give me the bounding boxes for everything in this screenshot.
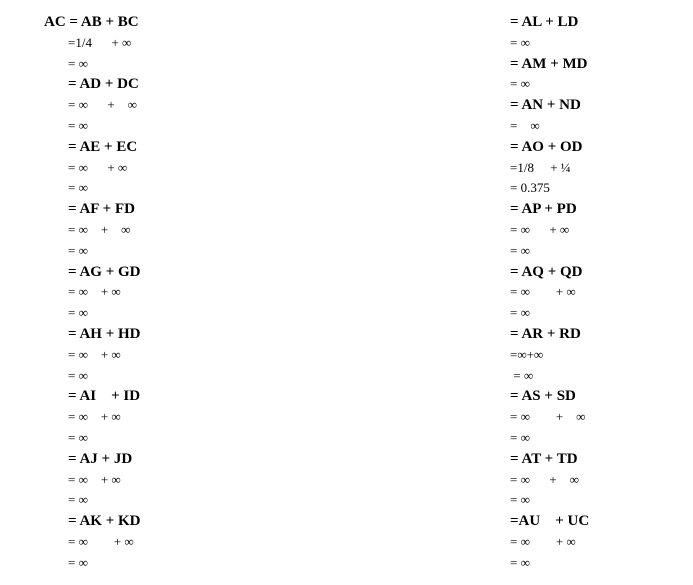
equation-result: = ∞ + ∞ [68, 284, 121, 300]
equation-expression: = AS + SD [510, 388, 576, 405]
equation-result: =1/8 + ¼ [510, 159, 571, 175]
equation-result: = ∞ + ∞ [510, 471, 579, 487]
equation-result: = ∞ [510, 76, 530, 92]
equation-result: = ∞ [510, 242, 530, 258]
left-column [44, 12, 141, 574]
equation-expression: = AK + KD [68, 513, 141, 530]
equation-expression: = AQ + QD [510, 263, 583, 280]
equation-result: = ∞ + ∞ [510, 533, 576, 549]
equation-result: = ∞ + ∞ [68, 471, 121, 487]
right-column [510, 12, 589, 574]
equation-result: = ∞ [510, 305, 530, 321]
equation-result: =∞+∞ [510, 346, 544, 362]
equation-result: = ∞ [68, 180, 88, 196]
equation-result: = ∞ [68, 55, 88, 71]
equation-result: =1/4 + ∞ [68, 34, 132, 50]
equation-expression: = AO + OD [510, 138, 583, 155]
equation-result: = ∞ [510, 492, 530, 508]
equation-result: = ∞ [68, 305, 88, 321]
equation-result: = ∞ + ∞ [68, 533, 134, 549]
equation-result: = ∞ + ∞ [510, 409, 586, 425]
equation-expression: = AF + FD [68, 201, 135, 218]
equation-expression: =AU + UC [510, 513, 590, 530]
equation-result: = ∞ + ∞ [68, 159, 128, 175]
equation-expression: = AI + ID [68, 388, 141, 405]
equation-expression: = AL + LD [510, 14, 579, 30]
equation-expression: = AJ + JD [68, 450, 133, 467]
equation-expression: = AH + HD [68, 325, 141, 342]
equation-result: = ∞ + ∞ [68, 221, 131, 237]
equation-expression: = AP + PD [510, 201, 577, 218]
equation-result: = ∞ [68, 117, 88, 133]
equation-result: = ∞ [68, 242, 88, 258]
equation-expression: = AN + ND [510, 97, 581, 114]
equation-expression: = AG + GD [68, 263, 141, 280]
equation-result: = ∞ [510, 117, 540, 133]
equation-result: = ∞ [68, 554, 88, 570]
equation-result: = ∞ [510, 34, 530, 50]
equation-expression: = AD + DC [68, 76, 139, 93]
equation-expression: = AM + MD [510, 55, 588, 72]
equation-result: = ∞ [510, 367, 534, 383]
equation-result: = ∞ + ∞ [510, 284, 576, 300]
equation-expression: = AE + EC [68, 138, 138, 155]
equation-expression: = AR + RD [510, 325, 581, 342]
equation-expression: = AT + TD [510, 450, 578, 467]
equation-result: = ∞ [68, 429, 88, 445]
equation-result: = ∞ [68, 367, 88, 383]
equation-result: = ∞ + ∞ [68, 409, 121, 425]
equation-result: = ∞ + ∞ [68, 346, 121, 362]
equation-result: = ∞ [68, 492, 88, 508]
equation-result: = ∞ + ∞ [510, 221, 570, 237]
equation-result: = ∞ [510, 554, 530, 570]
equation-expression: AC = AB + BC [44, 14, 139, 30]
equation-result: = ∞ + ∞ [68, 97, 137, 113]
equation-result: = 0.375 [510, 180, 550, 196]
equation-result: = ∞ [510, 429, 530, 445]
